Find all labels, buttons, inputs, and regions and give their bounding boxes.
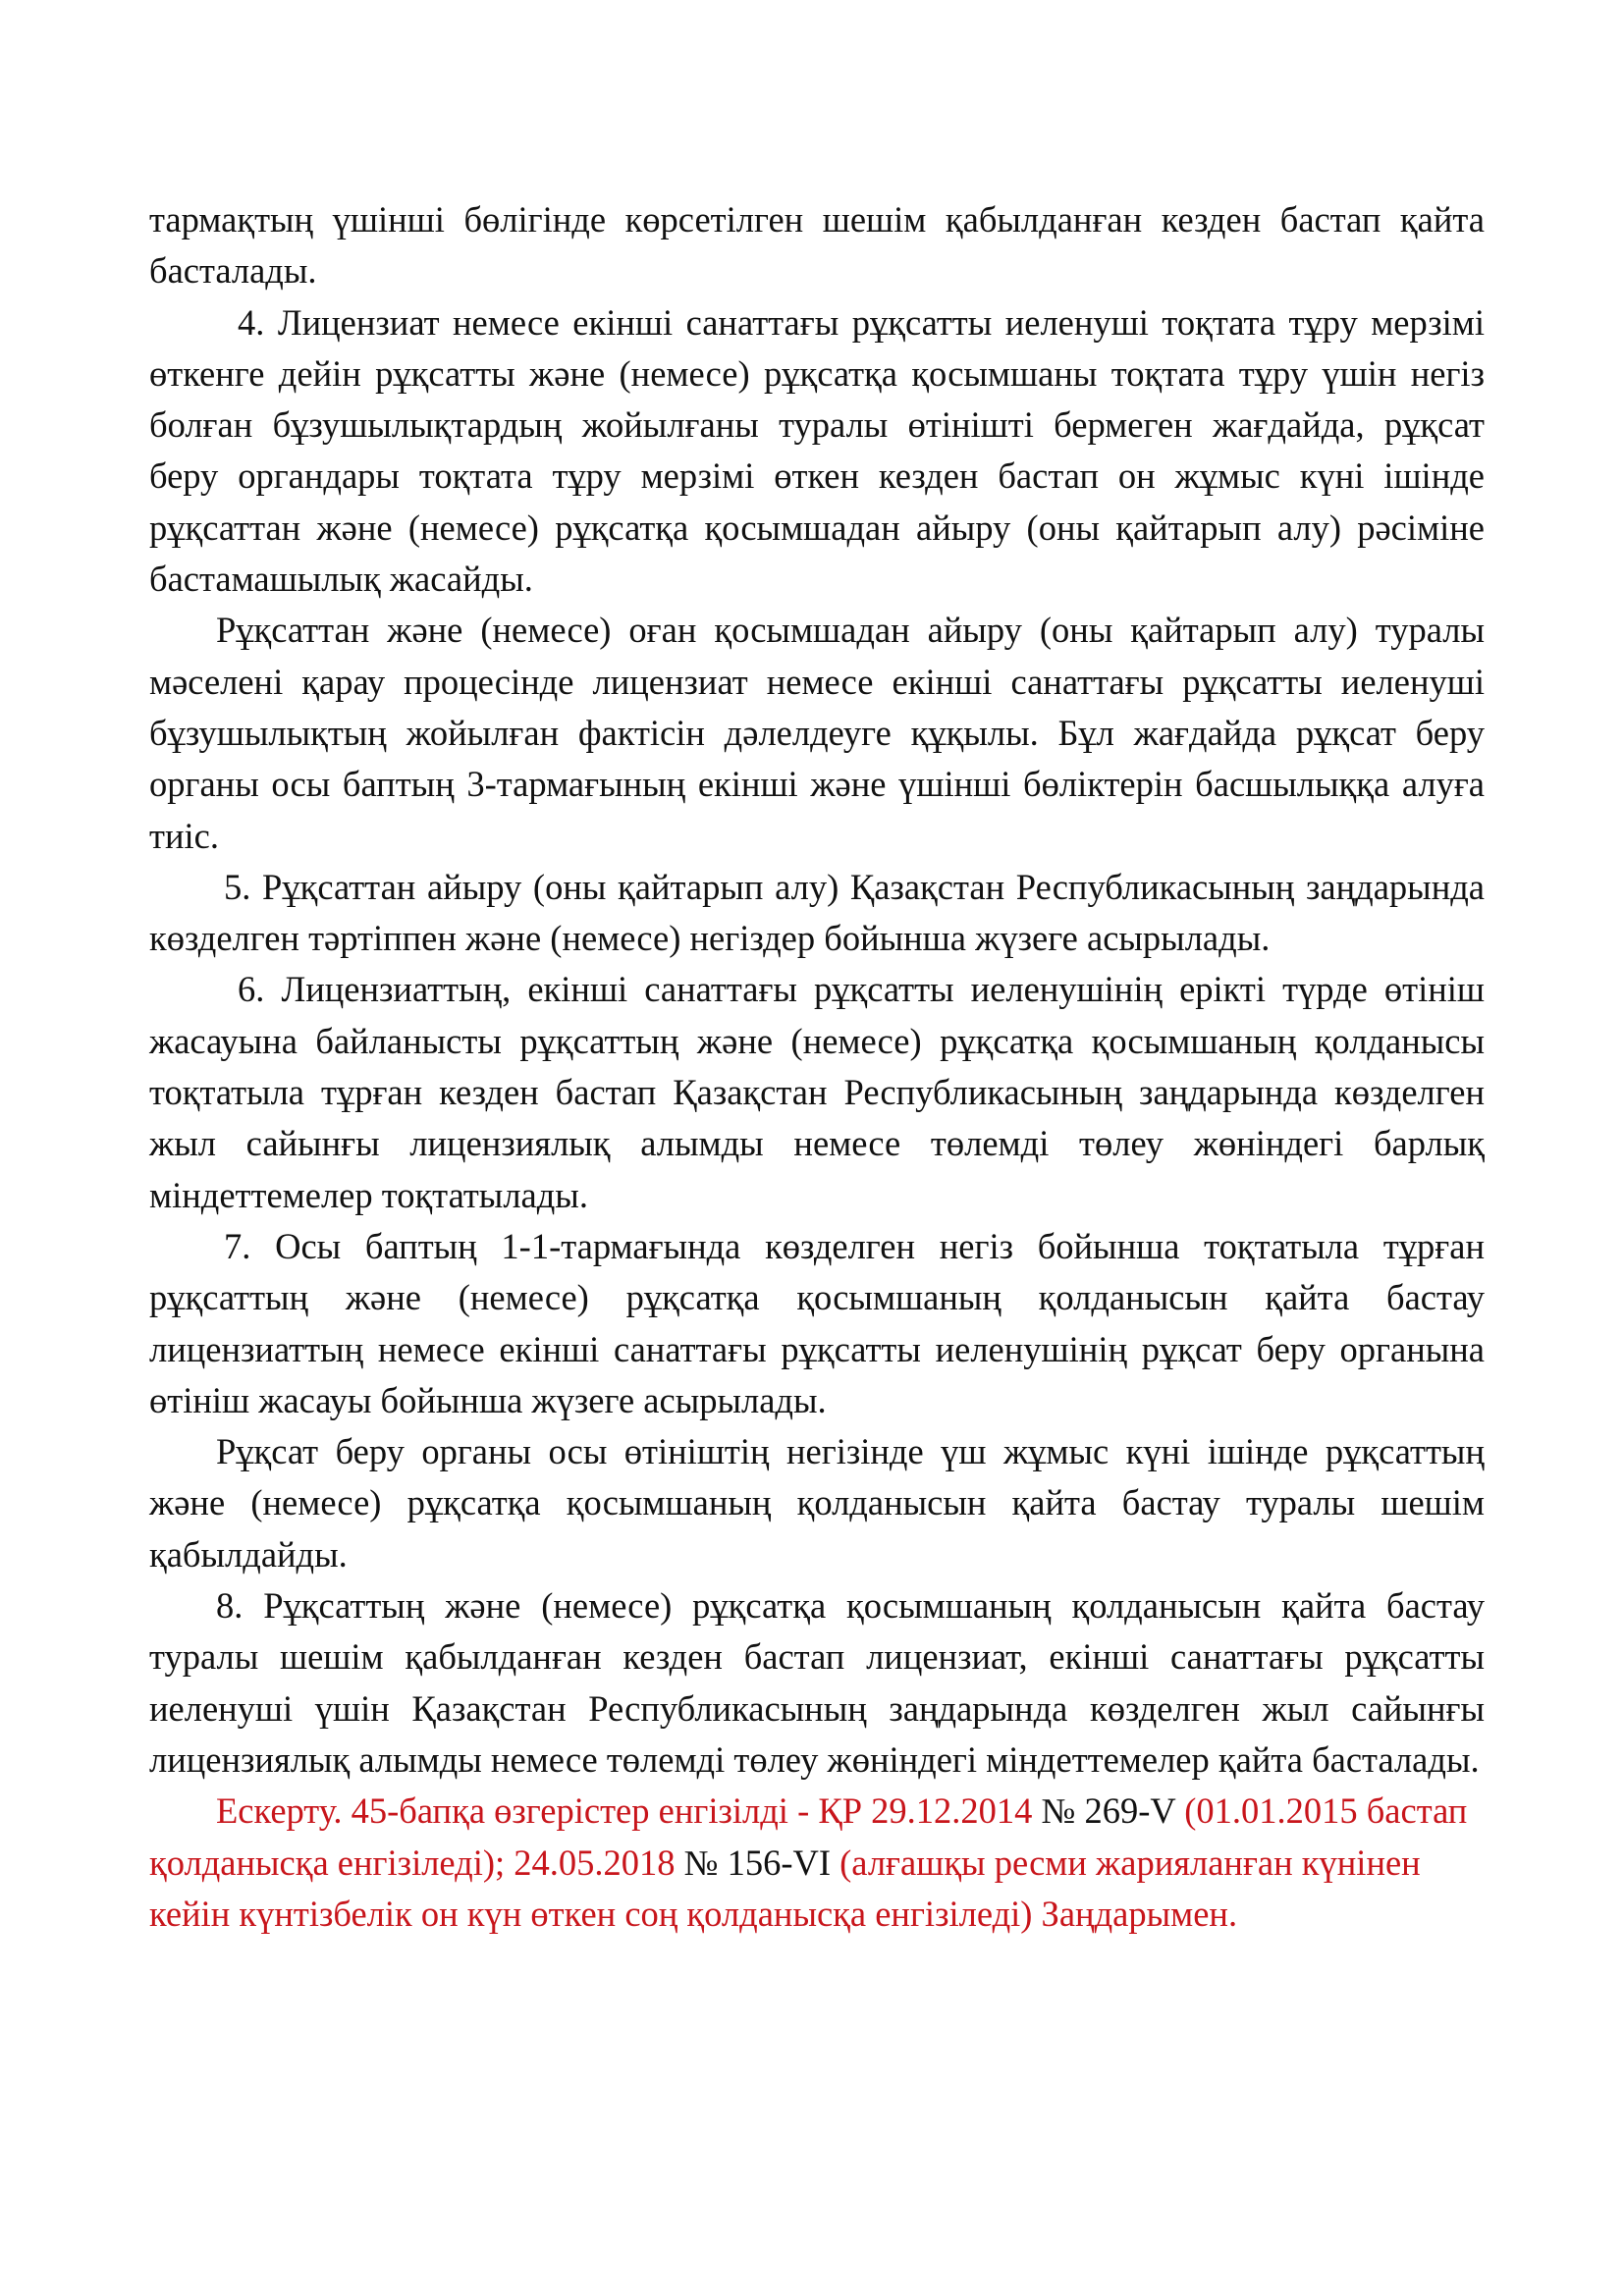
- note-text-3: (алғашқы ресми жарияланған күнінен кейін күнтізбелік он күн өткен соң қолданысқа енгізіледі) Заңдарымен.: [149, 1842, 1421, 1934]
- paragraph-continuation: тармақтың үшінші бөлігінде көрсетілген шешім қабылданған кезден бастап қайта басталады.: [149, 199, 1485, 292]
- paragraph-item-8: 8. Рұқсаттың және (немесе) рұқсатқа қосымшаның қолданысын қайта бастау туралы шешім қабылданған кезден бастап лицензиат, екінші санаттағы рұқсатты иеленуші үшін Қазақстан Республикасының заңдарында көзделген жыл сайынғы лицензиялық алымды немесе төлемді төлеу жөніндегі міндеттемелер қайта басталады.: [149, 1585, 1485, 1780]
- paragraph-item-6: 6. Лицензиаттың, екінші санаттағы рұқсатты иеленушінің ерікті түрде өтініш жасауына байланысты рұқсаттың және (немесе) рұқсатқа қосымшаның қолданысы тоқтатыла тұрған кезден бастап Қазақстан Республикасының заңдарында көзделген жыл сайынғы лицензиялық алымды немесе төлемді төлеу жөніндегі барлық міндеттемелер тоқтатылады.: [149, 969, 1485, 1215]
- document-page: [149, 194, 1485, 1940]
- paragraph-item-7-part-2: Рұқсат беру органы осы өтініштің негізінде үш жұмыс күні ішінде рұқсаттың және (немесе) рұқсатқа қосымшаның қолданысын қайта бастау туралы шешім қабылдайды.: [149, 1431, 1485, 1575]
- paragraph-item-5: 5. Рұқсаттан айыру (оны қайтарып алу) Қазақстан Республикасының заңдарында көзделген тәртіппен және (немесе) негіздер бойынша жүзеге асырылады.: [149, 866, 1485, 959]
- paragraph-item-4-part-2: Рұқсаттан және (немесе) оған қосымшадан айыру (оны қайтарып алу) туралы мәселені қарау процесінде лицензиат немесе екінші санаттағы рұқсатты иеленуші бұзушылықтың жойылған фактісін дәлелдеуге құқылы. Бұл жағдайда рұқсат беру органы осы баптың 3-тармағының екінші және үшінші бөліктерін басшылыққа алуға тиіс.: [149, 610, 1485, 856]
- law-link-269-v[interactable]: № 269-V: [1041, 1790, 1176, 1832]
- note-text-1: Ескерту. 45-бапқа өзгерістер енгізілді - ҚР 29.12.2014: [216, 1790, 1042, 1832]
- law-link-156-vi[interactable]: № 156-VI: [683, 1842, 832, 1883]
- note-text-2: (01.01.2015 бастап қолданысқа енгізіледі); 24.05.2018: [149, 1790, 1468, 1883]
- amendment-note: [149, 1786, 1485, 1940]
- paragraph-item-4: 4. Лицензиат немесе екінші санаттағы рұқсатты иеленуші тоқтата тұру мерзімі өткенге дейін рұқсатты және (немесе) рұқсатқа қосымшаны тоқтата тұру үшін негіз болған бұзушылықтардың жойылғаны туралы өтінішті бермеген жағдайда, рұқсат беру органдары тоқтата тұру мерзімі өткен кезден бастап он жұмыс күні ішінде рұқсаттан және (немесе) рұқсатқа қосымшадан айыру (оны қайтарып алу) рәсіміне бастамашылық жасайды.: [149, 301, 1485, 600]
- paragraph-item-7: 7. Осы баптың 1-1-тармағында көзделген негіз бойынша тоқтатыла тұрған рұқсаттың және (немесе) рұқсатқа қосымшаның қолданысын қайта бастау лицензиаттың немесе екінші санаттағы рұқсатты иеленушінің рұқсат беру органына өтініш жасауы бойынша жүзеге асырылады.: [149, 1225, 1485, 1420]
